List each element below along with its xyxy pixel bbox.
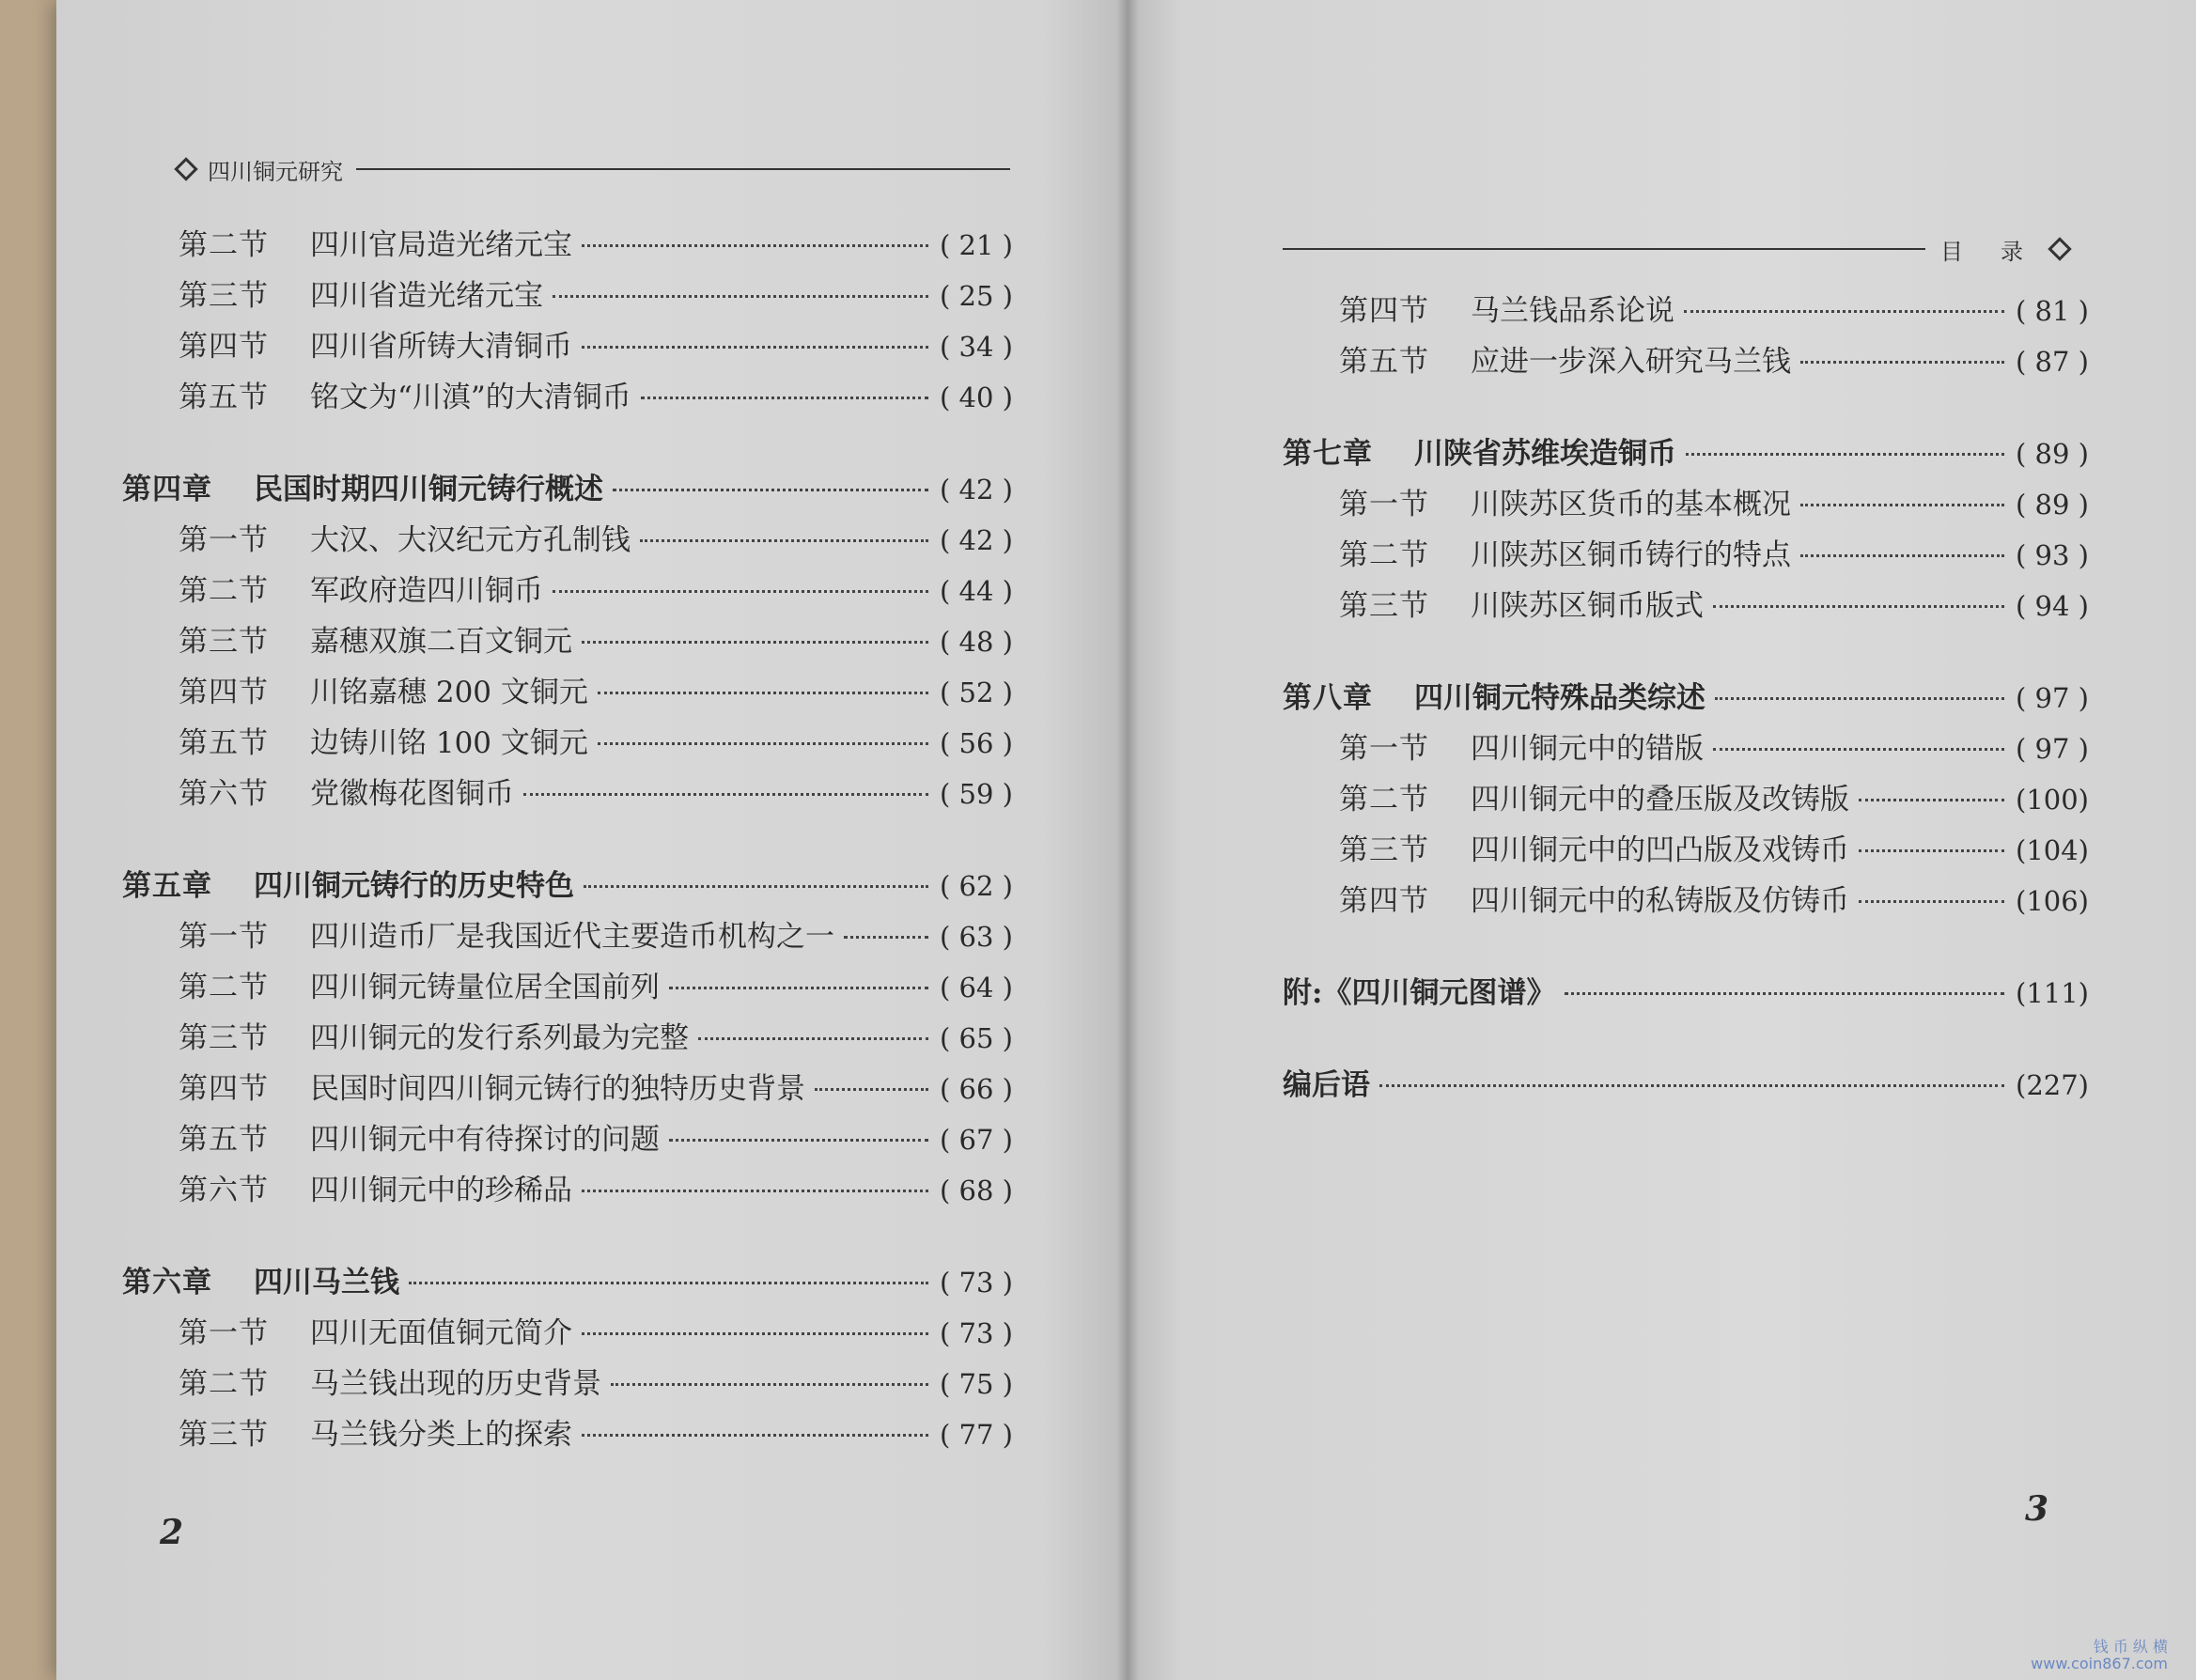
toc-chapter-entry	[122, 465, 1015, 516]
entry-title: 四川省造光绪元宝	[310, 279, 543, 313]
entry-title: 四川铜元特殊品类综述	[1414, 681, 1705, 715]
toc-gap	[122, 820, 1015, 862]
toc-section-entry	[122, 1115, 1015, 1166]
book-gutter	[1116, 0, 1139, 1680]
entry-title: 四川省所铸大清铜币	[310, 330, 572, 364]
entry-page-number: ( 65 )	[940, 1022, 1013, 1054]
entry-title: 嘉穗双旗二百文铜元	[310, 625, 572, 659]
toc-section-entry	[1283, 877, 2091, 927]
entry-title: 马兰钱品系论说	[1471, 294, 1674, 328]
entry-title: 大汉、大汉纪元方孔制钱	[310, 523, 631, 557]
entry-number: 第六节	[179, 1174, 269, 1207]
entry-number: 第五章	[122, 869, 212, 903]
toc-section-entry	[1283, 582, 2091, 632]
dot-leader	[582, 1332, 928, 1335]
entry-page-number: ( 21 )	[940, 229, 1013, 261]
toc-gap	[1283, 388, 2091, 429]
entry-title: 马兰钱出现的历史背景	[310, 1367, 601, 1401]
entry-page-number: ( 34 )	[940, 331, 1013, 363]
toc-gap	[1283, 927, 2091, 969]
toc-section-entry	[122, 272, 1015, 322]
entry-number: 第五节	[1339, 345, 1429, 379]
entry-number: 第二节	[179, 971, 269, 1004]
entry-page-number: ( 73 )	[940, 1317, 1013, 1349]
toc-section-entry	[122, 912, 1015, 963]
dot-leader	[582, 641, 928, 644]
entry-page-number: ( 93 )	[2016, 539, 2089, 571]
entry-title: 四川马兰钱	[254, 1266, 399, 1299]
toc-section-entry	[1283, 724, 2091, 775]
dot-leader	[613, 489, 928, 491]
entry-page-number: ( 75 )	[940, 1368, 1013, 1400]
entry-title: 马兰钱分类上的探索	[310, 1418, 572, 1452]
toc-gap	[122, 1217, 1015, 1258]
entry-number: 第二节	[179, 228, 269, 262]
toc-section-entry	[122, 770, 1015, 820]
toc-section-entry	[1283, 287, 2091, 337]
entry-page-number: (104)	[2016, 834, 2089, 866]
entry-page-number: ( 56 )	[940, 727, 1013, 759]
entry-page-number: ( 68 )	[940, 1174, 1013, 1206]
entry-number: 第三节	[179, 625, 269, 659]
entry-number: 第一节	[1339, 732, 1429, 766]
dot-leader	[584, 885, 928, 888]
entry-page-number: ( 81 )	[2016, 295, 2089, 327]
entry-title: 军政府造四川铜币	[310, 574, 543, 608]
entry-page-number: ( 59 )	[940, 778, 1013, 810]
dot-leader	[1686, 453, 2004, 456]
dot-leader	[582, 1190, 928, 1192]
entry-page-number: ( 89 )	[2016, 489, 2089, 521]
entry-page-number: ( 64 )	[940, 972, 1013, 1003]
toc-section-entry	[122, 516, 1015, 567]
entry-page-number: (111)	[2016, 977, 2089, 1009]
entry-title: 川陕苏区货币的基本概况	[1471, 488, 1791, 521]
toc-section-entry	[122, 1309, 1015, 1360]
entry-title: 川铭嘉穗 200 文铜元	[310, 676, 588, 709]
entry-title: 铭文为“川滇”的大清铜币	[310, 381, 631, 414]
entry-page-number: ( 48 )	[940, 626, 1013, 658]
entry-number: 第五节	[179, 1123, 269, 1157]
dot-leader	[641, 397, 928, 399]
running-head-right	[1283, 230, 2081, 268]
dot-leader	[698, 1037, 928, 1040]
toc-section-entry	[122, 719, 1015, 770]
toc-gap	[1283, 632, 2091, 674]
entry-title: 四川铜元中有待探讨的问题	[310, 1123, 660, 1157]
entry-page-number: ( 89 )	[2016, 438, 2089, 470]
entry-number: 第四节	[179, 676, 269, 709]
dot-leader	[1379, 1084, 2004, 1087]
head-rule	[356, 168, 1010, 170]
head-rule	[1283, 248, 1925, 250]
running-head-left	[164, 150, 1010, 188]
dot-leader	[1859, 900, 2004, 903]
entry-number: 第二节	[1339, 538, 1429, 572]
entry-page-number: ( 40 )	[940, 381, 1013, 413]
entry-number: 第三节	[1339, 589, 1429, 623]
entry-title: 四川铜元铸量位居全国前列	[310, 971, 660, 1004]
entry-page-number: ( 62 )	[940, 870, 1013, 902]
dot-leader	[669, 987, 928, 989]
entry-title: 四川铜元中的凹凸版及戏铸币	[1471, 833, 1849, 867]
entry-page-number: ( 44 )	[940, 575, 1013, 607]
watermark	[2031, 1639, 2168, 1672]
entry-title: 附:《四川铜元图谱》	[1283, 976, 1556, 1010]
entry-title: 川陕苏区铜币铸行的特点	[1471, 538, 1791, 572]
entry-number: 第三节	[179, 1418, 269, 1452]
toc-section-entry	[1283, 775, 2091, 826]
dot-leader	[553, 295, 928, 298]
dot-leader	[1859, 849, 2004, 852]
entry-page-number: ( 67 )	[940, 1124, 1013, 1156]
diamond-icon	[174, 157, 197, 180]
dot-leader	[1800, 554, 2004, 557]
entry-number: 第四节	[179, 330, 269, 364]
entry-title: 川陕苏区铜币版式	[1471, 589, 1704, 623]
toc-gap	[122, 424, 1015, 465]
entry-title: 民国时间四川铜元铸行的独特历史背景	[310, 1072, 805, 1106]
toc-section-entry	[1283, 337, 2091, 388]
entry-page-number: ( 73 )	[940, 1267, 1013, 1299]
toc-section-entry	[1283, 531, 2091, 582]
entry-title: 四川铜元中的叠压版及改铸版	[1471, 783, 1849, 817]
entry-title: 四川铜元中的珍稀品	[310, 1174, 572, 1207]
entry-number: 第一节	[179, 523, 269, 557]
entry-page-number: ( 87 )	[2016, 346, 2089, 378]
toc-section-entry	[122, 322, 1015, 373]
toc-section-entry	[122, 1410, 1015, 1461]
dot-leader	[640, 539, 928, 542]
toc-section-entry	[122, 963, 1015, 1014]
entry-page-number: (106)	[2016, 885, 2089, 917]
entry-page-number: ( 25 )	[940, 280, 1013, 312]
dot-leader	[1684, 310, 2004, 313]
watermark-line-1: 钱 币 纵 横	[2093, 1638, 2168, 1656]
toc-chapter-entry	[122, 1258, 1015, 1309]
toc-section-entry	[122, 1065, 1015, 1115]
dot-leader	[1715, 697, 2004, 700]
dot-leader	[1713, 748, 2004, 751]
dot-leader	[582, 1434, 928, 1437]
toc-chapter-entry	[1283, 969, 2091, 1019]
toc-chapter-entry	[1283, 674, 2091, 724]
entry-title: 四川造币厂是我国近代主要造币机构之一	[310, 920, 834, 954]
toc-section-entry	[122, 567, 1015, 617]
entry-number: 第三节	[179, 279, 269, 313]
entry-number: 第五节	[179, 726, 269, 760]
entry-page-number: ( 97 )	[2016, 733, 2089, 765]
entry-title: 四川铜元中的错版	[1471, 732, 1704, 766]
entry-page-number: ( 94 )	[2016, 590, 2089, 622]
entry-number: 第四章	[122, 473, 212, 506]
entry-number: 第四节	[179, 1072, 269, 1106]
entry-number: 第二节	[179, 574, 269, 608]
entry-page-number: ( 97 )	[2016, 682, 2089, 714]
entry-title: 边铸川铭 100 文铜元	[310, 726, 588, 760]
entry-title: 党徽梅花图铜币	[310, 777, 514, 811]
page-number-right: 3	[2025, 1489, 2049, 1529]
dot-leader	[582, 244, 928, 247]
entry-page-number: (100)	[2016, 784, 2089, 816]
watermark-line-2: www.coin867.com	[2031, 1655, 2168, 1672]
entry-number: 第一节	[179, 920, 269, 954]
entry-title: 应进一步深入研究马兰钱	[1471, 345, 1791, 379]
entry-title: 四川铜元中的私铸版及仿铸币	[1471, 884, 1849, 918]
toc-right	[1283, 287, 2091, 1112]
entry-title: 编后语	[1283, 1068, 1370, 1102]
toc-chapter-entry	[1283, 1061, 2091, 1112]
toc-gap	[1283, 1019, 2091, 1061]
dot-leader	[523, 793, 928, 796]
dot-leader	[553, 590, 928, 593]
toc-section-entry	[122, 373, 1015, 424]
toc-section-entry	[1283, 480, 2091, 531]
toc-section-entry	[122, 1360, 1015, 1410]
entry-number: 第四节	[1339, 294, 1429, 328]
entry-page-number: ( 52 )	[940, 677, 1013, 708]
dot-leader	[582, 346, 928, 349]
entry-number: 第四节	[1339, 884, 1429, 918]
entry-number: 第五节	[179, 381, 269, 414]
dot-leader	[598, 742, 928, 745]
toc-section-entry	[122, 668, 1015, 719]
entry-title: 四川铜元的发行系列最为完整	[310, 1021, 689, 1055]
toc-section-entry	[122, 221, 1015, 272]
entry-page-number: ( 42 )	[940, 474, 1013, 506]
dot-leader	[669, 1139, 928, 1142]
entry-number: 第二节	[179, 1367, 269, 1401]
entry-number: 第二节	[1339, 783, 1429, 817]
dot-leader	[1800, 361, 2004, 364]
entry-page-number: (227)	[2016, 1069, 2089, 1101]
entry-number: 第一节	[179, 1316, 269, 1350]
entry-number: 第六节	[179, 777, 269, 811]
entry-title: 民国时期四川铜元铸行概述	[254, 473, 603, 506]
dot-leader	[611, 1383, 928, 1386]
toc-left	[122, 221, 1015, 1461]
toc-chapter-entry	[1283, 429, 2091, 480]
toc-section-entry	[122, 617, 1015, 668]
entry-title: 四川铜元铸行的历史特色	[254, 869, 574, 903]
running-head-title: 四川铜元研究	[208, 158, 343, 185]
entry-number: 第三节	[1339, 833, 1429, 867]
dot-leader	[1859, 799, 2004, 801]
dot-leader	[1800, 504, 2004, 506]
entry-number: 第六章	[122, 1266, 212, 1299]
entry-number: 第三节	[179, 1021, 269, 1055]
entry-page-number: ( 63 )	[940, 921, 1013, 953]
entry-title: 四川官局造光绪元宝	[310, 228, 572, 262]
entry-number: 第八章	[1283, 681, 1373, 715]
entry-page-number: ( 77 )	[940, 1419, 1013, 1451]
toc-chapter-entry	[122, 862, 1015, 912]
dot-leader	[598, 692, 928, 694]
entry-title: 川陕省苏维埃造铜币	[1414, 437, 1676, 471]
dot-leader	[409, 1282, 928, 1284]
entry-number: 第七章	[1283, 437, 1373, 471]
dot-leader	[844, 936, 928, 939]
dot-leader	[1713, 605, 2004, 608]
entry-page-number: ( 66 )	[940, 1073, 1013, 1105]
running-head-title: 目录	[1940, 238, 2061, 265]
toc-section-entry	[122, 1166, 1015, 1217]
entry-number: 第一节	[1339, 488, 1429, 521]
page-number-left: 2	[160, 1513, 184, 1552]
toc-section-entry	[1283, 826, 2091, 877]
entry-title: 四川无面值铜元简介	[310, 1316, 572, 1350]
entry-page-number: ( 42 )	[940, 524, 1013, 556]
dot-leader	[815, 1088, 928, 1091]
dot-leader	[1565, 992, 2004, 995]
toc-section-entry	[122, 1014, 1015, 1065]
